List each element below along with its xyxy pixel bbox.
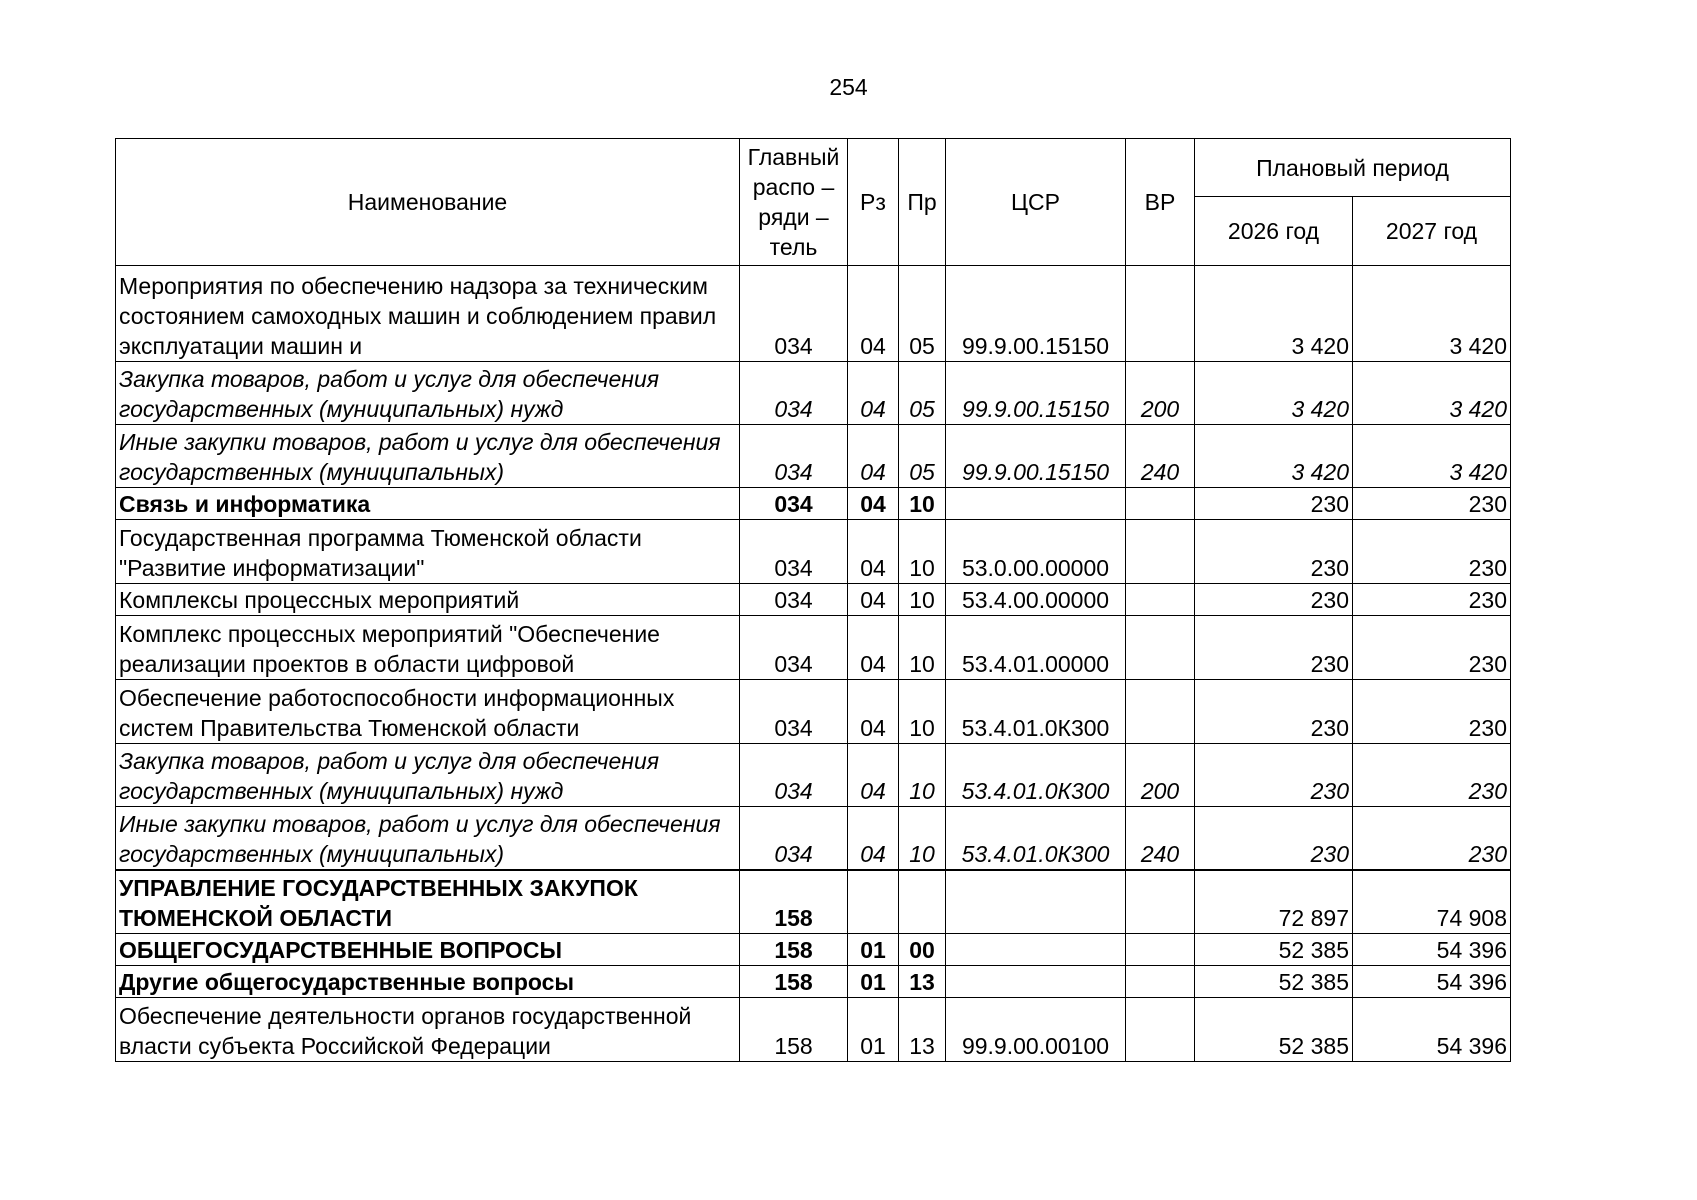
- header-2026: 2026 год: [1195, 197, 1353, 266]
- row-rz: 04: [848, 744, 899, 807]
- table-row: [116, 680, 1511, 744]
- row-csr: 99.9.00.15150: [946, 425, 1126, 488]
- row-csr: 99.9.00.15150: [946, 266, 1126, 362]
- table-row: [116, 934, 1511, 966]
- header-name: Наименование: [116, 139, 740, 266]
- row-2027: 74 908: [1353, 870, 1511, 934]
- row-vr: [1126, 998, 1195, 1062]
- row-csr: 99.9.00.00100: [946, 998, 1126, 1062]
- row-2026: 230: [1195, 807, 1353, 870]
- row-name: Иные закупки товаров, работ и услуг для обеспечения государственных (муниципальных): [116, 425, 740, 488]
- row-name: Обеспечение деятельности органов государственной власти субъекта Российской Федерации: [116, 998, 740, 1062]
- row-name: Комплексы процессных мероприятий: [116, 584, 740, 616]
- row-2027: 3 420: [1353, 425, 1511, 488]
- row-vr: 240: [1126, 425, 1195, 488]
- row-2026: 3 420: [1195, 266, 1353, 362]
- row-vr: [1126, 616, 1195, 680]
- row-2027: 230: [1353, 520, 1511, 584]
- row-glavny: 158: [740, 870, 848, 934]
- row-rz: 04: [848, 807, 899, 870]
- row-glavny: 034: [740, 425, 848, 488]
- row-2026: 230: [1195, 584, 1353, 616]
- row-2027: 230: [1353, 680, 1511, 744]
- row-pr: 10: [899, 520, 946, 584]
- table-row: [116, 616, 1511, 680]
- row-name: Закупка товаров, работ и услуг для обеспечения государственных (муниципальных) нужд: [116, 744, 740, 807]
- row-vr: [1126, 520, 1195, 584]
- table-row: [116, 520, 1511, 584]
- table-row: [116, 488, 1511, 520]
- row-2027: 230: [1353, 584, 1511, 616]
- row-rz: [848, 870, 899, 934]
- row-pr: 10: [899, 584, 946, 616]
- row-csr: 53.4.01.0К300: [946, 807, 1126, 870]
- header-rz: Рз: [848, 139, 899, 266]
- table-row: [116, 266, 1511, 362]
- header-glavny: Главный распо – ряди – тель: [740, 139, 848, 266]
- row-pr: 10: [899, 488, 946, 520]
- row-2026: 3 420: [1195, 425, 1353, 488]
- table-row: [116, 425, 1511, 488]
- row-rz: 04: [848, 362, 899, 425]
- row-pr: [899, 870, 946, 934]
- row-pr: 05: [899, 425, 946, 488]
- row-rz: 01: [848, 966, 899, 998]
- row-2027: 230: [1353, 744, 1511, 807]
- row-pr: 13: [899, 966, 946, 998]
- row-rz: 04: [848, 266, 899, 362]
- row-vr: [1126, 966, 1195, 998]
- row-csr: 53.0.00.00000: [946, 520, 1126, 584]
- row-2027: 230: [1353, 616, 1511, 680]
- row-vr: 200: [1126, 744, 1195, 807]
- row-glavny: 034: [740, 616, 848, 680]
- row-glavny: 158: [740, 998, 848, 1062]
- row-2026: 230: [1195, 680, 1353, 744]
- row-glavny: 034: [740, 680, 848, 744]
- row-2027: 54 396: [1353, 998, 1511, 1062]
- table-row: [116, 807, 1511, 870]
- row-2027: 3 420: [1353, 266, 1511, 362]
- row-name: Иные закупки товаров, работ и услуг для обеспечения государственных (муниципальных): [116, 807, 740, 870]
- table-row: [116, 998, 1511, 1062]
- row-pr: 10: [899, 616, 946, 680]
- row-glavny: 034: [740, 520, 848, 584]
- row-2026: 230: [1195, 744, 1353, 807]
- table-row: [116, 966, 1511, 998]
- row-pr: 00: [899, 934, 946, 966]
- header-vr: ВР: [1126, 139, 1195, 266]
- row-vr: [1126, 934, 1195, 966]
- table-row: [116, 584, 1511, 616]
- row-glavny: 034: [740, 584, 848, 616]
- row-csr: 99.9.00.15150: [946, 362, 1126, 425]
- row-2027: 3 420: [1353, 362, 1511, 425]
- row-2026: 52 385: [1195, 966, 1353, 998]
- budget-table: [115, 138, 1511, 1062]
- row-2026: 230: [1195, 520, 1353, 584]
- row-2026: 52 385: [1195, 934, 1353, 966]
- row-glavny: 034: [740, 362, 848, 425]
- row-csr: 53.4.01.0К300: [946, 680, 1126, 744]
- row-vr: [1126, 870, 1195, 934]
- row-rz: 01: [848, 998, 899, 1062]
- row-2026: 72 897: [1195, 870, 1353, 934]
- row-csr: 53.4.01.0К300: [946, 744, 1126, 807]
- row-vr: [1126, 488, 1195, 520]
- row-vr: [1126, 266, 1195, 362]
- row-rz: 04: [848, 488, 899, 520]
- row-glavny: 158: [740, 966, 848, 998]
- row-2026: 52 385: [1195, 998, 1353, 1062]
- row-name: Другие общегосударственные вопросы: [116, 966, 740, 998]
- row-vr: 200: [1126, 362, 1195, 425]
- row-name: Закупка товаров, работ и услуг для обеспечения государственных (муниципальных) нужд: [116, 362, 740, 425]
- row-csr: 53.4.01.00000: [946, 616, 1126, 680]
- header-csr: ЦСР: [946, 139, 1126, 266]
- row-2027: 230: [1353, 488, 1511, 520]
- row-name: УПРАВЛЕНИЕ ГОСУДАРСТВЕННЫХ ЗАКУПОК ТЮМЕНСКОЙ ОБЛАСТИ: [116, 870, 740, 934]
- row-2027: 230: [1353, 807, 1511, 870]
- row-glavny: 034: [740, 744, 848, 807]
- row-glavny: 034: [740, 488, 848, 520]
- row-rz: 04: [848, 616, 899, 680]
- row-glavny: 158: [740, 934, 848, 966]
- table-row: [116, 870, 1511, 934]
- row-glavny: 034: [740, 266, 848, 362]
- header-2027: 2027 год: [1353, 197, 1511, 266]
- table-row: [116, 362, 1511, 425]
- row-pr: 10: [899, 744, 946, 807]
- row-rz: 04: [848, 425, 899, 488]
- row-rz: 04: [848, 680, 899, 744]
- row-vr: 240: [1126, 807, 1195, 870]
- row-csr: [946, 934, 1126, 966]
- row-rz: 01: [848, 934, 899, 966]
- table-row: [116, 744, 1511, 807]
- row-pr: 05: [899, 266, 946, 362]
- row-2026: 230: [1195, 616, 1353, 680]
- row-name: Связь и информатика: [116, 488, 740, 520]
- row-name: Мероприятия по обеспечению надзора за техническим состоянием самоходных машин и соблюдением правил эксплуатации машин и: [116, 266, 740, 362]
- row-name: ОБЩЕГОСУДАРСТВЕННЫЕ ВОПРОСЫ: [116, 934, 740, 966]
- row-csr: [946, 966, 1126, 998]
- row-rz: 04: [848, 584, 899, 616]
- row-name: Комплекс процессных мероприятий "Обеспечение реализации проектов в области цифровой: [116, 616, 740, 680]
- row-2027: 54 396: [1353, 934, 1511, 966]
- header-pr: Пр: [899, 139, 946, 266]
- row-vr: [1126, 584, 1195, 616]
- row-rz: 04: [848, 520, 899, 584]
- row-pr: 13: [899, 998, 946, 1062]
- page-number: 254: [829, 74, 868, 100]
- row-csr: 53.4.00.00000: [946, 584, 1126, 616]
- row-vr: [1126, 680, 1195, 744]
- header-planned-period: Плановый период: [1195, 139, 1511, 197]
- row-pr: 05: [899, 362, 946, 425]
- row-name: Обеспечение работоспособности информационных систем Правительства Тюменской области: [116, 680, 740, 744]
- row-csr: [946, 870, 1126, 934]
- row-pr: 10: [899, 680, 946, 744]
- row-2027: 54 396: [1353, 966, 1511, 998]
- row-name: Государственная программа Тюменской области "Развитие информатизации": [116, 520, 740, 584]
- row-glavny: 034: [740, 807, 848, 870]
- row-2026: 230: [1195, 488, 1353, 520]
- row-pr: 10: [899, 807, 946, 870]
- row-2026: 3 420: [1195, 362, 1353, 425]
- row-csr: [946, 488, 1126, 520]
